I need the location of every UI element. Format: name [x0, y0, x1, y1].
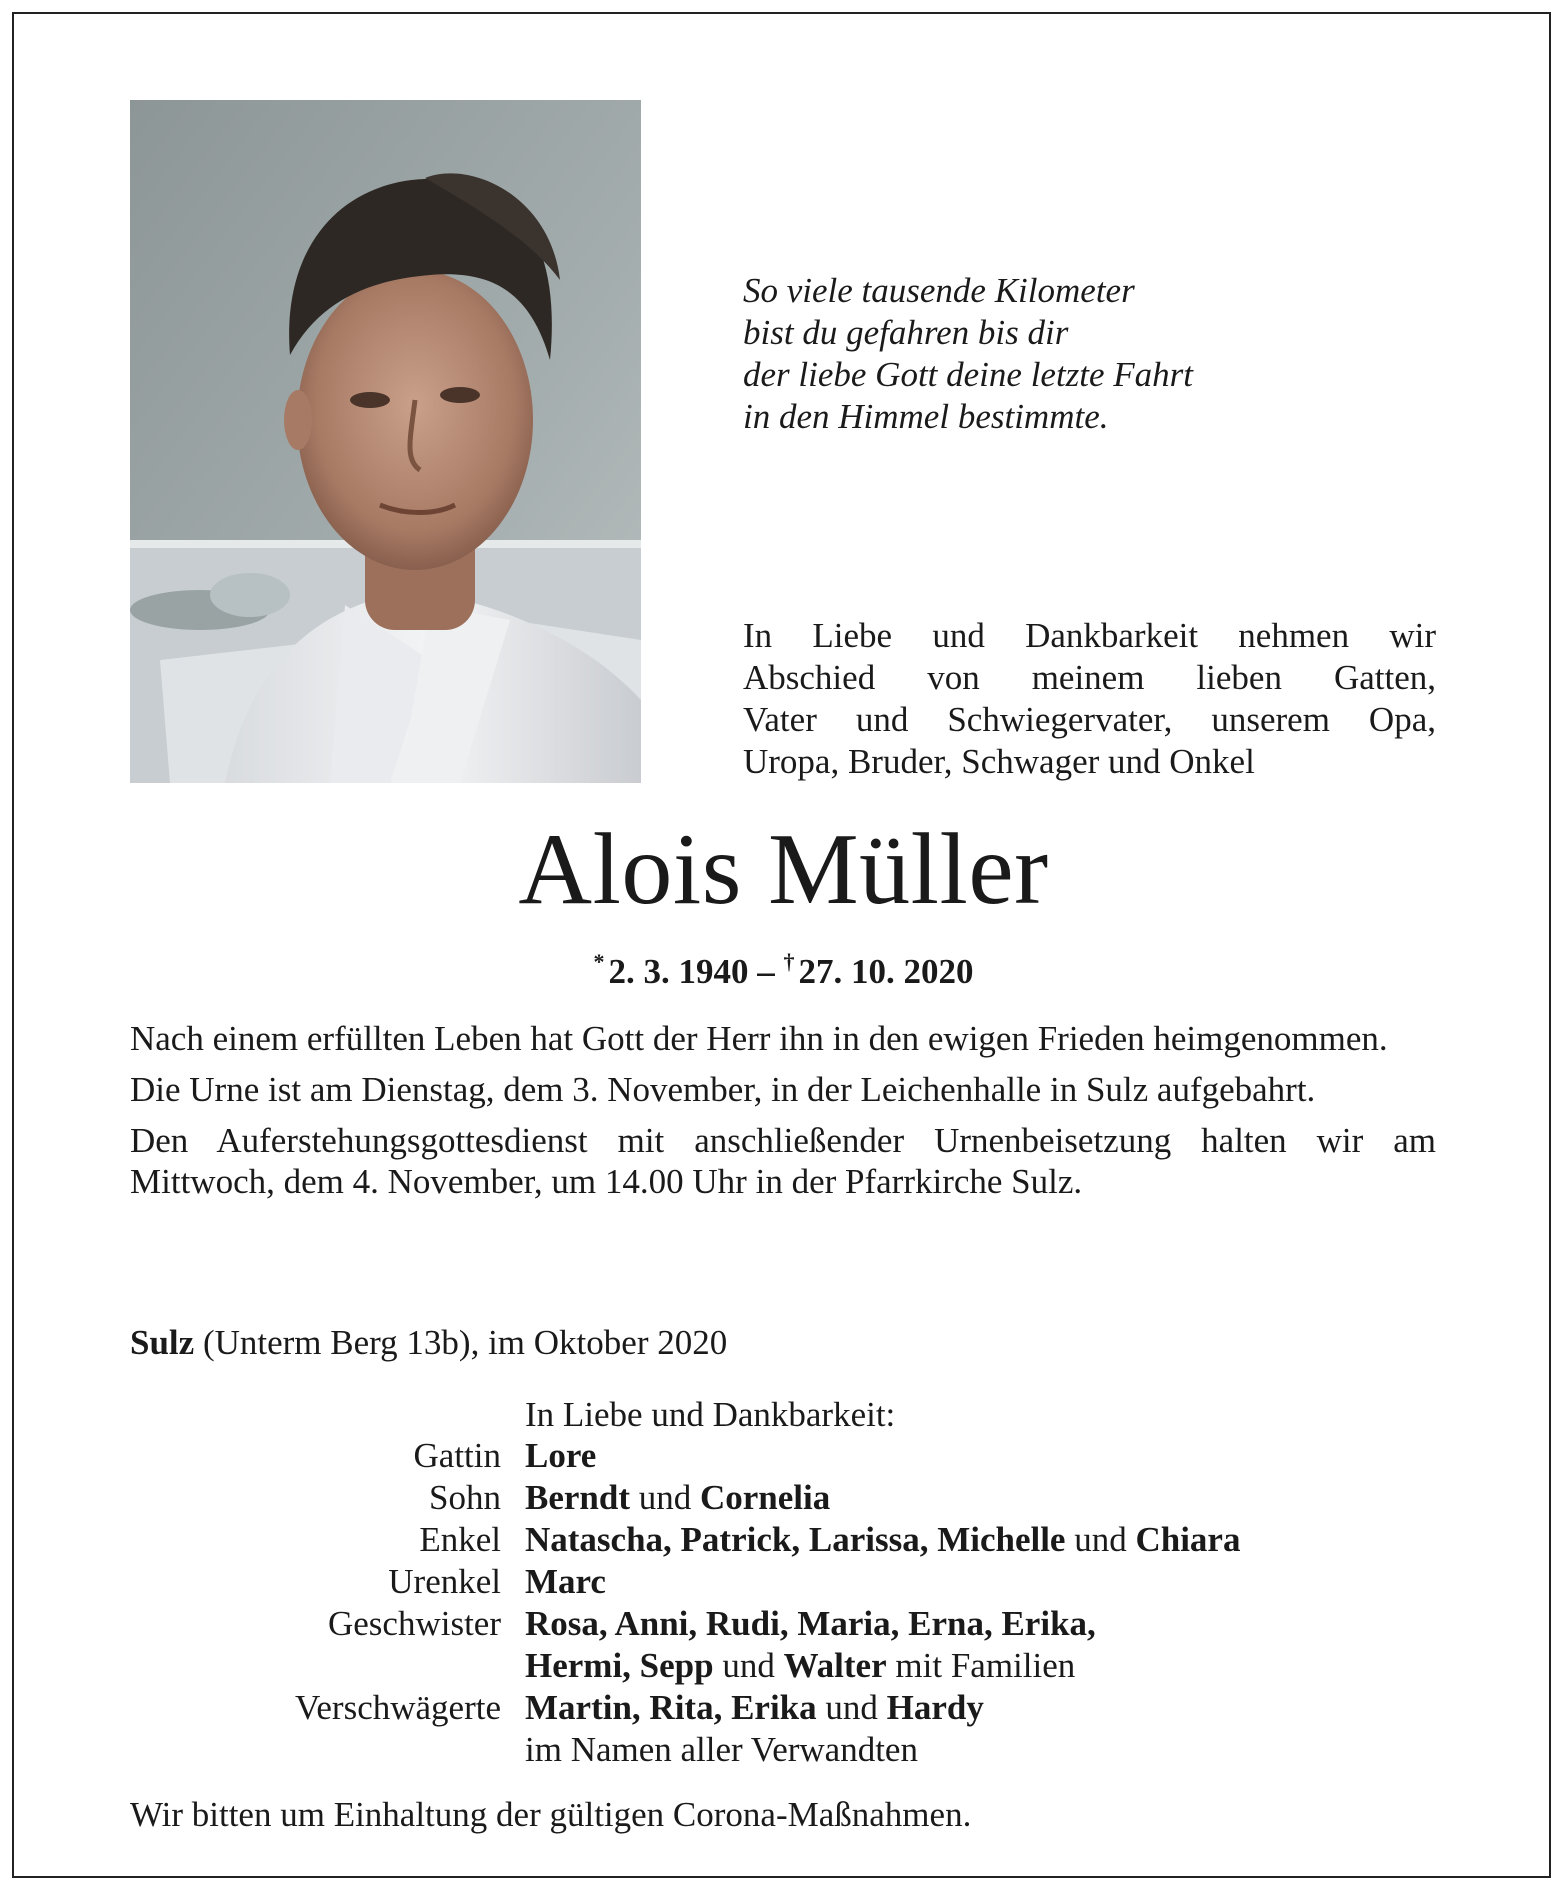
- paragraph: Die Urne ist am Dienstag, dem 3. November, in der Leichenhalle in Sulz aufgebahrt.: [130, 1070, 1316, 1109]
- family-member-name: Chiara: [1135, 1520, 1241, 1559]
- family-member-name: Hardy: [886, 1688, 984, 1727]
- family-member-name: Natascha, Patrick, Larissa, Michelle: [525, 1520, 1066, 1559]
- family-connector: und: [630, 1478, 700, 1517]
- birth-date: 2. 3. 1940: [608, 952, 749, 991]
- family-members: [525, 1561, 1460, 1603]
- family-member-name: Lore: [525, 1436, 597, 1475]
- family-members: [525, 1477, 1460, 1519]
- family-members: [525, 1645, 1460, 1687]
- family-connector: mit Familien: [886, 1646, 1076, 1685]
- intro-line: Uropa, Bruder, Schwager und Onkel: [743, 742, 1255, 781]
- family-relation: Enkel: [419, 1520, 501, 1559]
- family-member-name: Marc: [525, 1562, 606, 1601]
- family-list: [130, 1435, 1460, 1771]
- signature-heading: In Liebe und Dankbarkeit:: [525, 1395, 896, 1434]
- paragraph: Nach einem erfüllten Leben hat Gott der Herr ihn in den ewigen Frieden heimgenommen.: [130, 1019, 1388, 1058]
- family-members: [525, 1687, 1460, 1729]
- family-members: [525, 1603, 1460, 1645]
- family-row: [130, 1687, 1460, 1729]
- place-rest: (Unterm Berg 13b), im Oktober 2020: [194, 1323, 728, 1362]
- poem-line: der liebe Gott deine letzte Fahrt: [743, 355, 1194, 394]
- family-member-name: Rosa, Anni, Rudi, Maria, Erna, Erika,: [525, 1604, 1096, 1643]
- birth-symbol: *: [593, 949, 605, 974]
- place-town: Sulz: [130, 1323, 195, 1362]
- portrait-image: [130, 100, 641, 783]
- family-relation: Gattin: [413, 1436, 501, 1475]
- family-members: [525, 1435, 1460, 1477]
- family-row: [130, 1561, 1460, 1603]
- place-date-line: [130, 1322, 1436, 1364]
- family-members: [525, 1729, 1460, 1771]
- life-dates: [0, 940, 1567, 994]
- family-row: [130, 1603, 1460, 1645]
- family-member-name: Martin, Rita, Erika: [525, 1688, 817, 1727]
- footer-note: Wir bitten um Einhaltung der gültigen Corona-Maßnahmen.: [130, 1795, 972, 1834]
- family-connector: und: [713, 1646, 784, 1685]
- intro-text: [743, 615, 1436, 783]
- intro-line: Vater und Schwiegervater, unserem Opa,: [743, 700, 1436, 739]
- family-members: [525, 1519, 1460, 1561]
- family-member-name: Berndt: [525, 1478, 630, 1517]
- family-row: [130, 1519, 1460, 1561]
- poem-line: in den Himmel bestimmte.: [743, 397, 1109, 436]
- family-connector: und: [1065, 1520, 1136, 1559]
- family-connector: im Namen aller Verwandten: [525, 1730, 918, 1769]
- family-connector: und: [816, 1688, 887, 1727]
- death-date: 27. 10. 2020: [798, 952, 974, 991]
- family-relation: Geschwister: [327, 1604, 501, 1643]
- announcement-body: [130, 1018, 1436, 1212]
- intro-line: Abschied von meinem lieben Gatten,: [743, 658, 1436, 697]
- death-symbol: †: [783, 949, 795, 974]
- family-row: [130, 1729, 1460, 1771]
- family-member-name: Cornelia: [700, 1478, 831, 1517]
- deceased-name: Alois Müller: [518, 813, 1049, 926]
- family-relation: [130, 1729, 525, 1771]
- family-row: [130, 1435, 1460, 1477]
- family-member-name: Walter: [783, 1646, 887, 1685]
- poem-line: So viele tausende Kilometer: [743, 271, 1135, 310]
- poem: [743, 270, 1443, 438]
- family-relation: Sohn: [429, 1478, 501, 1517]
- intro-line: In Liebe und Dankbarkeit nehmen wir: [743, 616, 1436, 655]
- family-relation: [130, 1645, 525, 1687]
- family-relation: Verschwägerte: [294, 1688, 501, 1727]
- portrait-photo: [130, 100, 641, 783]
- date-separator: –: [757, 952, 775, 991]
- family-relation: Urenkel: [388, 1562, 501, 1601]
- family-row: [130, 1477, 1460, 1519]
- family-member-name: Hermi, Sepp: [525, 1646, 714, 1685]
- family-row: [130, 1645, 1460, 1687]
- poem-line: bist du gefahren bis dir: [743, 313, 1069, 352]
- paragraph: Den Auferstehungsgottesdienst mit anschließender Urnenbeisetzung halten wir am Mittwoch, dem 4. November, um 14.00 Uhr in der Pfarrkirche Sulz.: [130, 1121, 1436, 1201]
